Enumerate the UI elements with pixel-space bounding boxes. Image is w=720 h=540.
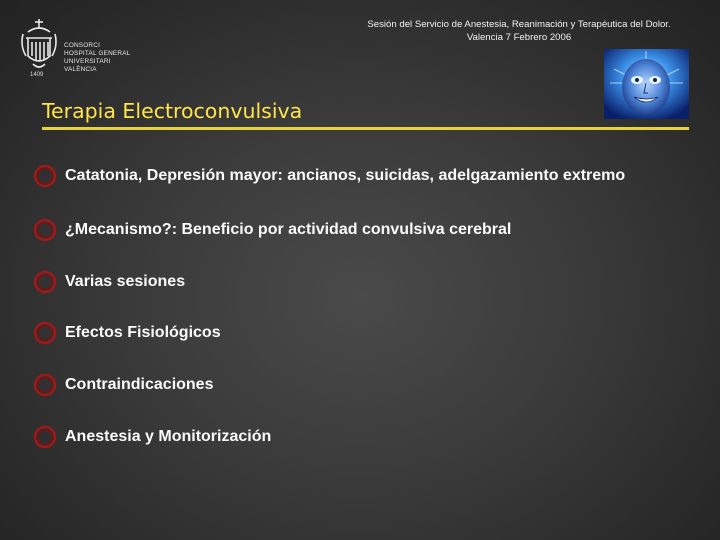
institution-line: VALÈNCIA: [64, 66, 97, 73]
ring-bullet-icon: [33, 218, 57, 242]
electroshock-face-image: [604, 49, 689, 119]
bullet-text: Contraindicaciones: [65, 376, 214, 393]
institution-year: 1409: [30, 72, 44, 78]
ring-bullet-icon: [33, 425, 57, 449]
slide-title: Terapia Electroconvulsiva: [42, 99, 303, 123]
hospital-crest-icon: [18, 16, 60, 80]
list-item: [33, 425, 271, 449]
hospital-logo: [18, 16, 143, 82]
institution-name: [64, 42, 130, 74]
list-item: [33, 321, 221, 345]
institution-line: CONSORCI: [64, 42, 101, 49]
session-info: [330, 18, 708, 44]
bullet-text: Anestesia y Monitorización: [65, 428, 272, 445]
session-line: Sesión del Servicio de Anestesia, Reanimación y Terapéutica del Dolor.: [367, 19, 671, 30]
ring-bullet-icon: [33, 270, 57, 294]
ring-bullet-icon: [33, 321, 57, 345]
session-date: Valencia 7 Febrero 2006: [466, 32, 572, 43]
institution-line: UNIVERSITARI: [64, 58, 111, 65]
bullet-text: Efectos Fisiológicos: [65, 324, 221, 341]
ring-bullet-icon: [33, 373, 57, 397]
institution-line: HOSPITAL GENERAL: [64, 50, 131, 57]
list-item: [33, 373, 213, 397]
list-item: [33, 164, 625, 188]
title-underline: [42, 127, 689, 130]
bullet-text: Varias sesiones: [65, 273, 186, 290]
bullet-text: Catatonia, Depresión mayor: ancianos, suicidas, adelgazamiento extremo: [65, 167, 626, 184]
ring-bullet-icon: [33, 164, 57, 188]
list-item: [33, 218, 511, 242]
list-item: [33, 270, 185, 294]
bullet-text: ¿Mecanismo?: Beneficio por actividad convulsiva cerebral: [65, 221, 512, 238]
